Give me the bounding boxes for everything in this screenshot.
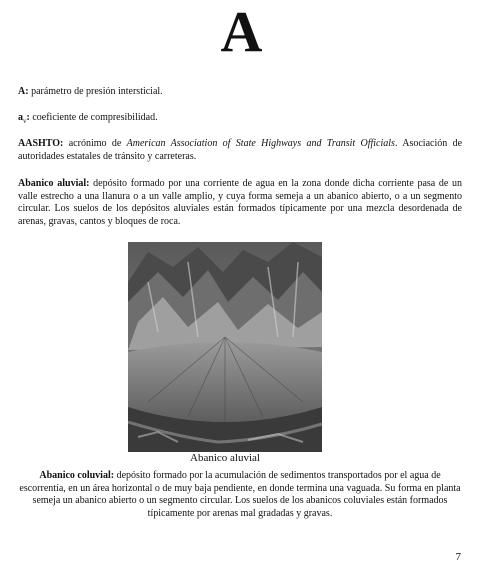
entry-definition-italic: American Association of State Highways and Transit Officials <box>126 138 395 149</box>
entry-av-coeficiente <box>18 112 462 128</box>
alluvial-fan-illustration <box>128 242 322 452</box>
entry-term: Abanico aluvial: <box>18 178 90 189</box>
figure-caption: Abanico aluvial <box>190 452 260 464</box>
entry-definition: parámetro de presión intersticial. <box>28 86 163 97</box>
entry-definition-post: . Asociación de autoridades estatales de tránsito y carreteras. <box>18 138 463 162</box>
entry-definition-pre: acrónimo de <box>63 138 127 149</box>
entry-term: AASHTO: <box>18 138 64 149</box>
entry-aashto <box>18 138 462 163</box>
entry-term: a <box>18 112 23 123</box>
page-number: 7 <box>455 551 461 563</box>
entry-definition: depósito formado por la acumulación de sedimentos transportados por el agua de escorrentía, en un área horizontal o de muy baja pendiente, en donde termina una vaguada. Su forma en planta semeja un abanico abierto o un segmento circular. Los suelos de los abanicos coluviales están formados típicamente por arenas mal gradadas y gravas. <box>19 470 461 519</box>
entry-term: A: <box>18 86 29 97</box>
entry-term: Abanico coluvial: <box>39 470 115 481</box>
entry-term-colon: : <box>26 112 30 123</box>
entry-term-subscript: v <box>23 117 27 125</box>
entry-abanico-coluvial <box>18 470 462 520</box>
entry-definition: coeficiente de compresibilidad. <box>29 112 158 123</box>
section-letter: A <box>220 0 263 64</box>
entry-a-parametro <box>18 86 462 99</box>
entry-definition: depósito formado por una corriente de agua en la zona donde dicha corriente pasa de un valle estrecho a una llanura o a un valle amplio, y cuya forma semeja a un abanico abierto, o a un segmento circular. Los suelos de los depósitos aluviales están formados típicamente por una mezcla desordenada de arenas, gravas, cantos y bloques de roca. <box>18 178 462 227</box>
entry-abanico-aluvial <box>18 178 462 228</box>
alluvial-fan-photo <box>128 242 322 452</box>
